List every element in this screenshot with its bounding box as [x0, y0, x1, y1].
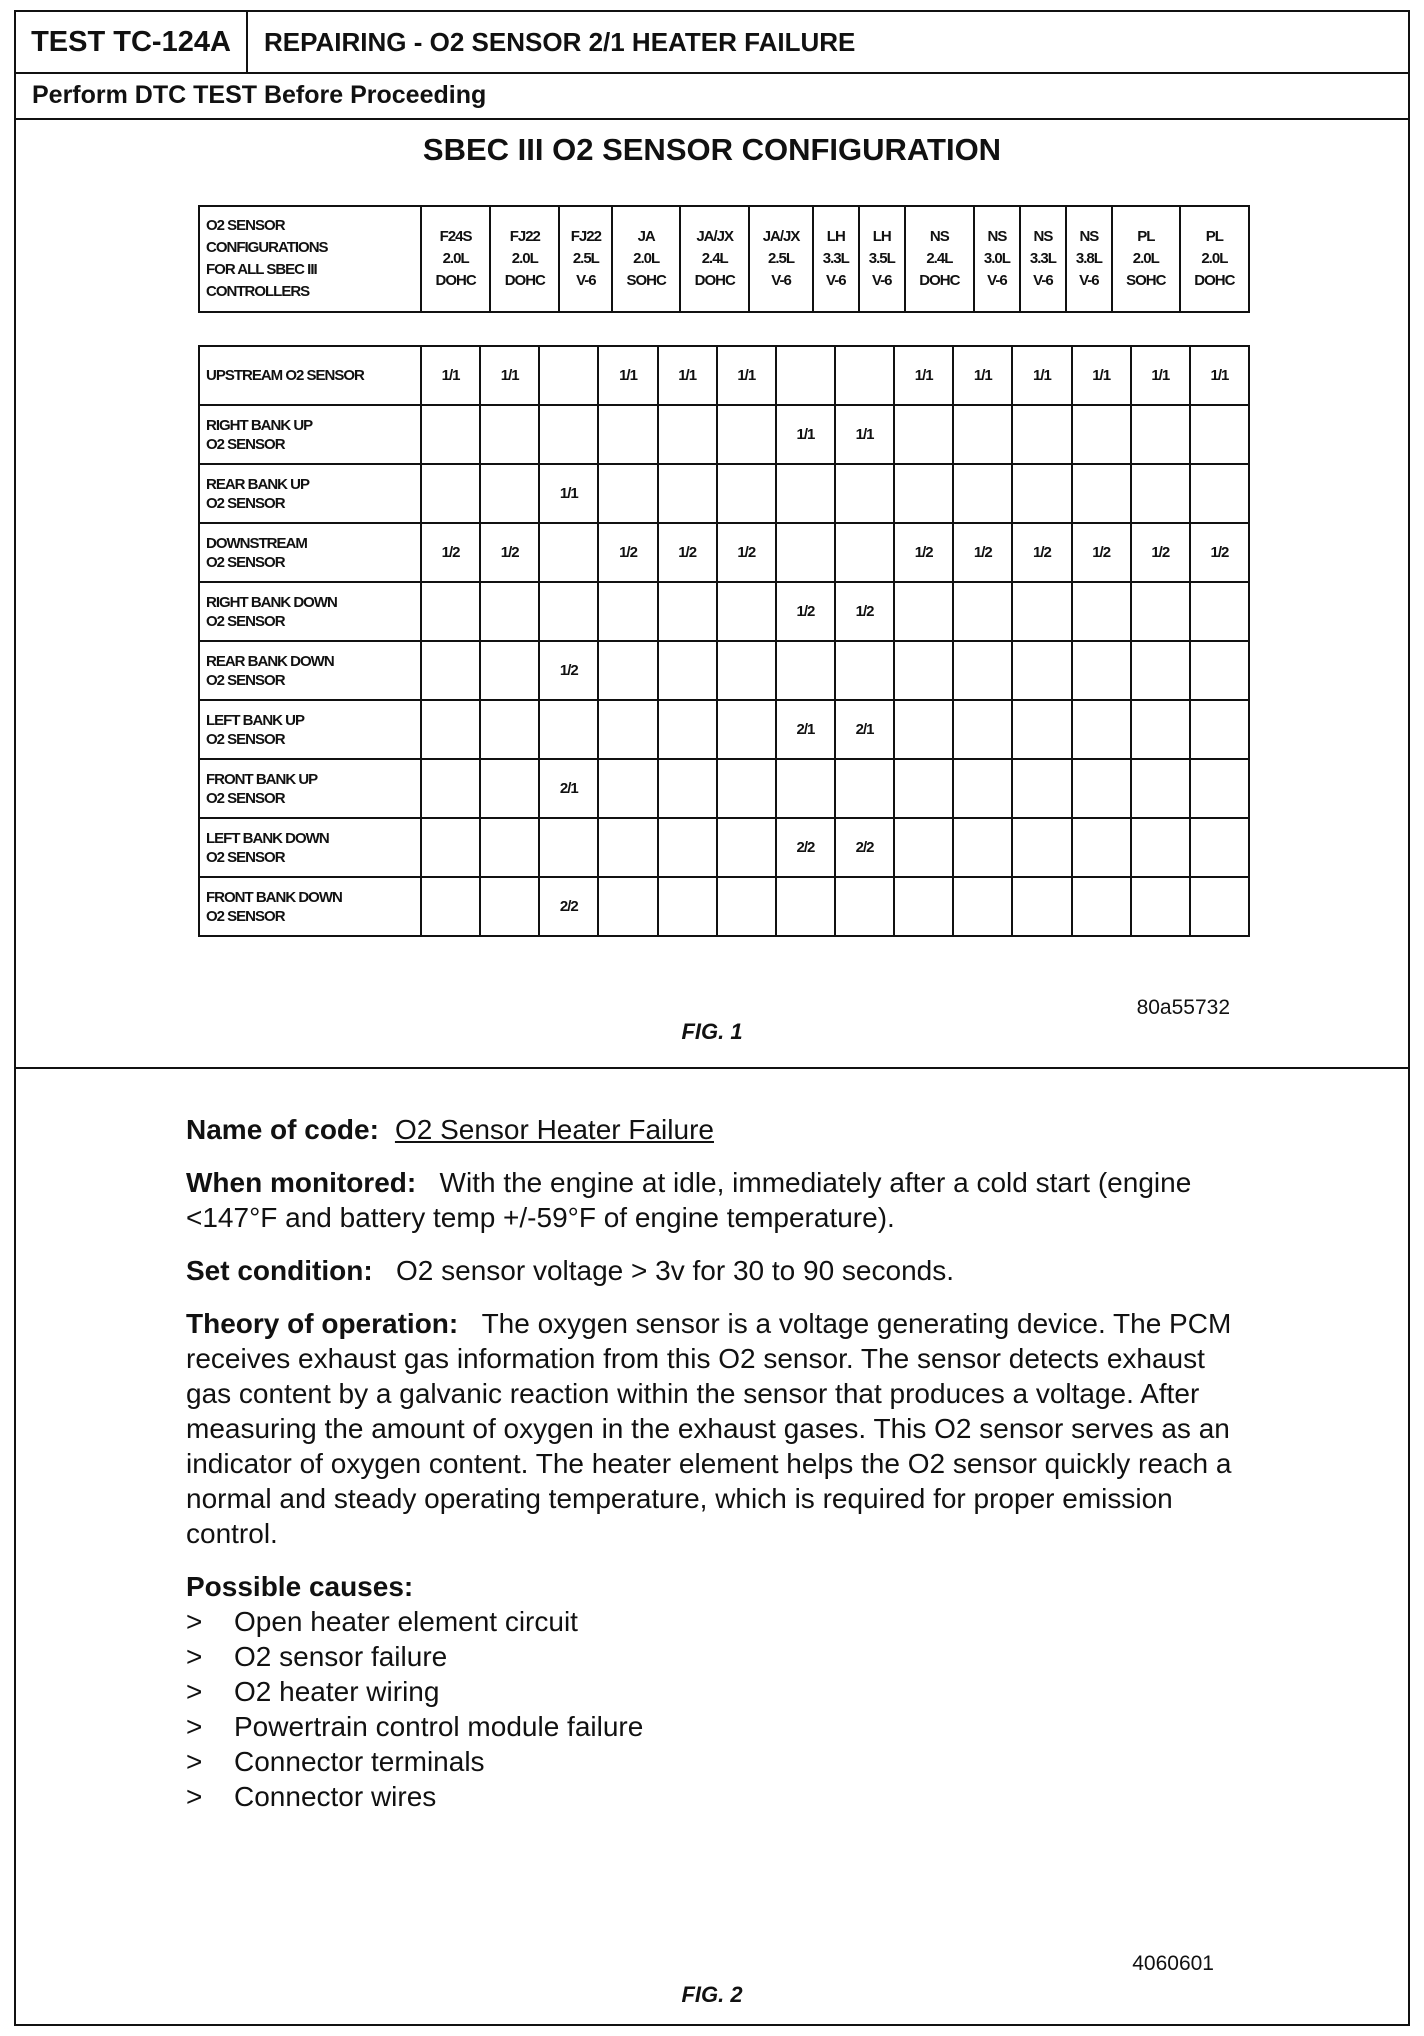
column-header [905, 206, 974, 312]
column-header-line: NS [1033, 228, 1053, 245]
row-label-line: FRONT BANK UP [206, 770, 318, 788]
table-cell [421, 818, 480, 877]
table-cell [480, 877, 539, 936]
column-header [749, 206, 813, 312]
table-row [199, 700, 1249, 759]
table-cell [658, 405, 717, 464]
table-cell [658, 700, 717, 759]
table-cell [717, 877, 776, 936]
row-label-line: RIGHT BANK UP [206, 416, 313, 434]
possible-causes-label: Possible causes: [186, 1571, 414, 1602]
table-cell: 1/1 [1131, 346, 1190, 405]
row-label [199, 346, 421, 405]
column-header-line: 2.5L [572, 250, 599, 267]
table-cell: 1/2 [835, 582, 894, 641]
table-row [199, 877, 1249, 936]
table-cell [598, 641, 657, 700]
figure2-reference: 4060601 [1132, 1952, 1214, 1975]
table-row [199, 582, 1249, 641]
cause-text: Powertrain control module failure [234, 1711, 644, 1742]
column-header-line: V-6 [826, 272, 846, 289]
column-header [1180, 206, 1249, 312]
bullet-arrow: > [186, 1606, 203, 1637]
table-cell [480, 700, 539, 759]
table-cell: 2/2 [835, 818, 894, 877]
row-label [199, 818, 421, 877]
configuration-label-line: FOR ALL SBEC III [206, 261, 317, 278]
row-label [199, 464, 421, 523]
column-header-line: 3.5L [868, 250, 895, 267]
table-cell [598, 464, 657, 523]
table-cell [658, 818, 717, 877]
table-row [199, 346, 1249, 405]
table-cell: 1/1 [658, 346, 717, 405]
list-item [186, 1744, 1246, 1779]
table-cell [717, 464, 776, 523]
column-header-line: 2.0L [633, 250, 660, 267]
table-cell [1190, 641, 1249, 700]
bullet-arrow: > [186, 1746, 203, 1777]
table-cell: 2/2 [539, 877, 598, 936]
configuration-label-line: O2 SENSOR [206, 217, 285, 234]
column-header-line: JA/JX [762, 228, 800, 245]
table-cell [480, 818, 539, 877]
table-cell [953, 877, 1012, 936]
table-cell: 2/2 [776, 818, 835, 877]
table-row [199, 759, 1249, 818]
column-header [859, 206, 905, 312]
table-cell [539, 700, 598, 759]
list-item [186, 1674, 1246, 1709]
table-cell [480, 405, 539, 464]
table-cell [1190, 818, 1249, 877]
cause-text: O2 heater wiring [234, 1676, 440, 1707]
sensor-configuration-table [198, 345, 1250, 937]
table-cell: 1/1 [1012, 346, 1071, 405]
table-cell: 1/2 [717, 523, 776, 582]
row-label-line: O2 SENSOR [206, 730, 285, 748]
column-header-line: V-6 [1033, 272, 1053, 289]
column-header [680, 206, 749, 312]
column-header-line: FJ22 [570, 228, 601, 245]
column-header [559, 206, 612, 312]
table-cell: 2/1 [835, 700, 894, 759]
table-cell: 1/1 [894, 346, 953, 405]
possible-causes [186, 1569, 1246, 1814]
table-row [199, 464, 1249, 523]
table-cell [421, 877, 480, 936]
table-cell [1072, 877, 1131, 936]
set-condition [186, 1253, 1246, 1288]
table-cell [658, 877, 717, 936]
table-cell: 1/2 [658, 523, 717, 582]
table-cell [480, 582, 539, 641]
column-header-line: SOHC [1126, 272, 1166, 289]
column-header [1066, 206, 1112, 312]
column-header-line: 2.0L [1201, 250, 1228, 267]
table-cell [894, 464, 953, 523]
table-cell [480, 464, 539, 523]
column-header-line: DOHC [694, 272, 735, 289]
table-cell [717, 641, 776, 700]
theory-text: The oxygen sensor is a voltage generating device. The PCM receives exhaust gas information from this O2 sensor. The sensor detects exhaust gas content by a galvanic reaction within the sensor that produces a voltage. After measuring the amount of oxygen in the exhaust gases. This O2 sensor serves as an indicator of oxygen content. The heater element helps the O2 sensor quickly reach a normal and steady operating temperature, which is required for proper emission control. [186, 1308, 1232, 1549]
table-cell [894, 818, 953, 877]
row-label [199, 759, 421, 818]
row-label-line: LEFT BANK UP [206, 711, 304, 729]
column-header [490, 206, 559, 312]
column-header-line: 3.3L [822, 250, 849, 267]
column-header-line: LH [872, 228, 891, 245]
cause-text: Connector terminals [234, 1746, 485, 1777]
when-monitored-text: With the engine at idle, immediately after a cold start (engine <147°F and battery temp +/-59°F of engine temperature). [186, 1167, 1192, 1233]
cause-text: Open heater element circuit [234, 1606, 578, 1637]
table-cell: 1/1 [1072, 346, 1131, 405]
table-cell [717, 700, 776, 759]
table-cell [1190, 877, 1249, 936]
theory-of-operation [186, 1306, 1246, 1551]
table-cell [894, 877, 953, 936]
table-cell [1012, 759, 1071, 818]
table-cell [776, 523, 835, 582]
section-divider [16, 1067, 1408, 1069]
table-cell [421, 641, 480, 700]
column-header-line: LH [826, 228, 845, 245]
bullet-arrow: > [186, 1781, 203, 1812]
table-cell [539, 346, 598, 405]
table-cell [835, 877, 894, 936]
column-header-line: DOHC [435, 272, 476, 289]
table-cell [894, 405, 953, 464]
table-cell [717, 582, 776, 641]
table-cell [1190, 759, 1249, 818]
figure1-title: SBEC III O2 SENSOR CONFIGURATION [422, 132, 1002, 167]
table-cell: 1/2 [598, 523, 657, 582]
table-cell [1072, 641, 1131, 700]
row-label-line: O2 SENSOR [206, 435, 285, 453]
configuration-label-line: CONFIGURATIONS [206, 239, 328, 256]
table-cell [894, 582, 953, 641]
configuration-label-line: CONTROLLERS [206, 283, 310, 300]
table-row [199, 641, 1249, 700]
table-cell: 1/2 [953, 523, 1012, 582]
table-cell [835, 523, 894, 582]
table-row [199, 523, 1249, 582]
document-page [14, 10, 1410, 2026]
table-cell [1131, 877, 1190, 936]
list-item [186, 1639, 1246, 1674]
table-cell [717, 818, 776, 877]
column-header-line: 2.0L [511, 250, 538, 267]
row-label [199, 700, 421, 759]
column-header-line: PL [1205, 228, 1223, 245]
table-cell: 1/1 [953, 346, 1012, 405]
table-cell [598, 582, 657, 641]
table-cell: 1/2 [1072, 523, 1131, 582]
table-cell [776, 877, 835, 936]
theory-label: Theory of operation: [186, 1308, 459, 1339]
column-header-line: NS [987, 228, 1007, 245]
when-monitored [186, 1165, 1246, 1235]
column-header-line: 2.4L [701, 250, 728, 267]
column-header [1112, 206, 1180, 312]
row-label [199, 523, 421, 582]
table-cell [1072, 818, 1131, 877]
column-header-line: 3.3L [1029, 250, 1056, 267]
table-cell: 1/2 [1012, 523, 1071, 582]
table-cell [1190, 405, 1249, 464]
header-row [16, 12, 1408, 74]
row-label-line: RIGHT BANK DOWN [206, 593, 337, 611]
table-cell [421, 582, 480, 641]
table-cell [1131, 759, 1190, 818]
column-header-line: DOHC [1194, 272, 1235, 289]
table-cell [1131, 818, 1190, 877]
row-label-line: REAR BANK UP [206, 475, 310, 493]
set-condition-label: Set condition: [186, 1255, 373, 1286]
table-cell: 1/2 [776, 582, 835, 641]
table-cell [1131, 582, 1190, 641]
table-cell: 1/1 [539, 464, 598, 523]
table-cell [894, 700, 953, 759]
table-row [199, 405, 1249, 464]
column-header [813, 206, 859, 312]
table-row [199, 818, 1249, 877]
row-label [199, 582, 421, 641]
code-description [186, 1112, 1246, 1814]
table-cell [953, 582, 1012, 641]
bullet-arrow: > [186, 1711, 203, 1742]
table-cell [658, 641, 717, 700]
row-label-line: O2 SENSOR [206, 494, 285, 512]
table-cell [717, 405, 776, 464]
figure1-label: FIG. 1 [681, 1019, 743, 1044]
table-cell [421, 759, 480, 818]
column-header-line: SOHC [626, 272, 666, 289]
column-header [974, 206, 1020, 312]
table-cell: 2/1 [776, 700, 835, 759]
row-label-line: REAR BANK DOWN [206, 652, 334, 670]
table-cell [776, 641, 835, 700]
table-cell [953, 818, 1012, 877]
table-cell [953, 464, 1012, 523]
column-header-line: JA [637, 228, 655, 245]
table-cell: 1/1 [776, 405, 835, 464]
column-header-line: 2.0L [442, 250, 469, 267]
figure1-reference: 80a55732 [1136, 996, 1230, 1019]
table-cell [953, 405, 1012, 464]
table-cell [1072, 582, 1131, 641]
cause-text: O2 sensor failure [234, 1641, 448, 1672]
column-header-line: NS [929, 228, 949, 245]
table-cell [658, 582, 717, 641]
table-cell: 1/2 [421, 523, 480, 582]
row-label-line: O2 SENSOR [206, 553, 285, 571]
table-cell: 1/1 [421, 346, 480, 405]
table-cell [421, 405, 480, 464]
column-header [1020, 206, 1066, 312]
configuration-header-table [198, 205, 1250, 313]
table-cell [835, 464, 894, 523]
code-name-label: Name of code: [186, 1114, 379, 1145]
table-cell [1012, 582, 1071, 641]
column-header-line: JA/JX [696, 228, 734, 245]
table-cell [1190, 582, 1249, 641]
column-header-line: V-6 [1079, 272, 1099, 289]
table-cell [1012, 818, 1071, 877]
table-cell [1072, 464, 1131, 523]
table-cell [480, 641, 539, 700]
column-header-line: NS [1079, 228, 1099, 245]
table-cell [1012, 877, 1071, 936]
column-header-line: V-6 [872, 272, 892, 289]
instruction-row [16, 72, 1408, 120]
cause-text: Connector wires [234, 1781, 437, 1812]
table-cell [953, 641, 1012, 700]
row-label [199, 641, 421, 700]
table-cell: 1/1 [598, 346, 657, 405]
table-cell [598, 405, 657, 464]
table-cell: 1/1 [480, 346, 539, 405]
list-item [186, 1779, 1246, 1814]
table-cell [1190, 700, 1249, 759]
table-cell [598, 759, 657, 818]
table-cell [894, 641, 953, 700]
row-label [199, 405, 421, 464]
row-label-line: O2 SENSOR [206, 671, 285, 689]
row-label-line: O2 SENSOR [206, 612, 285, 630]
column-header-line: DOHC [504, 272, 545, 289]
column-header-line: 3.0L [983, 250, 1010, 267]
table-cell [776, 464, 835, 523]
column-header-line: 2.4L [926, 250, 953, 267]
column-header-line: PL [1137, 228, 1155, 245]
test-id: TEST TC-124A [16, 12, 248, 72]
column-header-line: 2.0L [1132, 250, 1159, 267]
table-cell [539, 818, 598, 877]
table-cell: 1/2 [480, 523, 539, 582]
table-cell [835, 346, 894, 405]
table-cell: 1/2 [894, 523, 953, 582]
table-cell [953, 759, 1012, 818]
table-cell [1012, 700, 1071, 759]
table-cell: 2/1 [539, 759, 598, 818]
table-cell [953, 700, 1012, 759]
column-header-line: V-6 [987, 272, 1007, 289]
set-condition-text: O2 sensor voltage > 3v for 30 to 90 seconds. [396, 1255, 955, 1286]
row-label-line: O2 SENSOR [206, 789, 285, 807]
row-label-line: O2 SENSOR [206, 907, 285, 925]
test-title: REPAIRING - O2 SENSOR 2/1 HEATER FAILURE [264, 26, 856, 57]
column-header-line: 2.5L [768, 250, 795, 267]
table-cell: 1/2 [539, 641, 598, 700]
table-cell [835, 641, 894, 700]
table-cell [1072, 700, 1131, 759]
row-label-line: O2 SENSOR [206, 848, 285, 866]
table-cell [598, 700, 657, 759]
row-label [199, 877, 421, 936]
table-cell [1012, 405, 1071, 464]
column-header-line: V-6 [576, 272, 596, 289]
table-cell [421, 464, 480, 523]
table-cell: 1/1 [717, 346, 776, 405]
table-cell [1012, 641, 1071, 700]
table-cell: 1/1 [835, 405, 894, 464]
table-cell [776, 346, 835, 405]
bullet-arrow: > [186, 1641, 203, 1672]
table-cell [1190, 464, 1249, 523]
code-name-value: O2 Sensor Heater Failure [394, 1114, 714, 1145]
column-header-line: FJ22 [509, 228, 540, 245]
row-label-line: DOWNSTREAM [206, 534, 307, 552]
column-header [421, 206, 490, 312]
table-cell [421, 700, 480, 759]
table-cell [1131, 405, 1190, 464]
table-cell [1012, 464, 1071, 523]
table-cell [539, 582, 598, 641]
table-cell [1072, 405, 1131, 464]
list-item [186, 1709, 1246, 1744]
table-cell: 1/2 [1190, 523, 1249, 582]
table-cell [598, 877, 657, 936]
table-cell [894, 759, 953, 818]
table-cell [539, 405, 598, 464]
table-cell [1131, 464, 1190, 523]
table-cell [776, 759, 835, 818]
table-cell [717, 759, 776, 818]
column-header-line: F24S [439, 228, 472, 245]
table-cell [1131, 700, 1190, 759]
code-name-line [186, 1112, 1246, 1147]
table-cell [539, 523, 598, 582]
configuration-label [199, 206, 421, 312]
column-header-line: V-6 [771, 272, 791, 289]
table-cell: 1/2 [1131, 523, 1190, 582]
configuration-header-row [199, 206, 1249, 312]
column-header [612, 206, 680, 312]
column-header-line: 3.8L [1075, 250, 1102, 267]
figure2-label: FIG. 2 [681, 1982, 743, 2007]
list-item [186, 1604, 1246, 1639]
table-cell [658, 759, 717, 818]
causes-list [186, 1604, 1246, 1814]
table-cell: 1/1 [1190, 346, 1249, 405]
table-cell [480, 759, 539, 818]
instruction-text: Perform DTC TEST Before Proceeding [32, 80, 487, 109]
table-cell [598, 818, 657, 877]
bullet-arrow: > [186, 1676, 203, 1707]
row-label-line: LEFT BANK DOWN [206, 829, 329, 847]
table-cell [1072, 759, 1131, 818]
row-label-line: FRONT BANK DOWN [206, 888, 342, 906]
row-label-line: UPSTREAM O2 SENSOR [206, 367, 364, 384]
table-cell [658, 464, 717, 523]
when-monitored-label: When monitored: [186, 1167, 417, 1198]
column-header-line: DOHC [919, 272, 960, 289]
table-cell [835, 759, 894, 818]
table-cell [1131, 641, 1190, 700]
